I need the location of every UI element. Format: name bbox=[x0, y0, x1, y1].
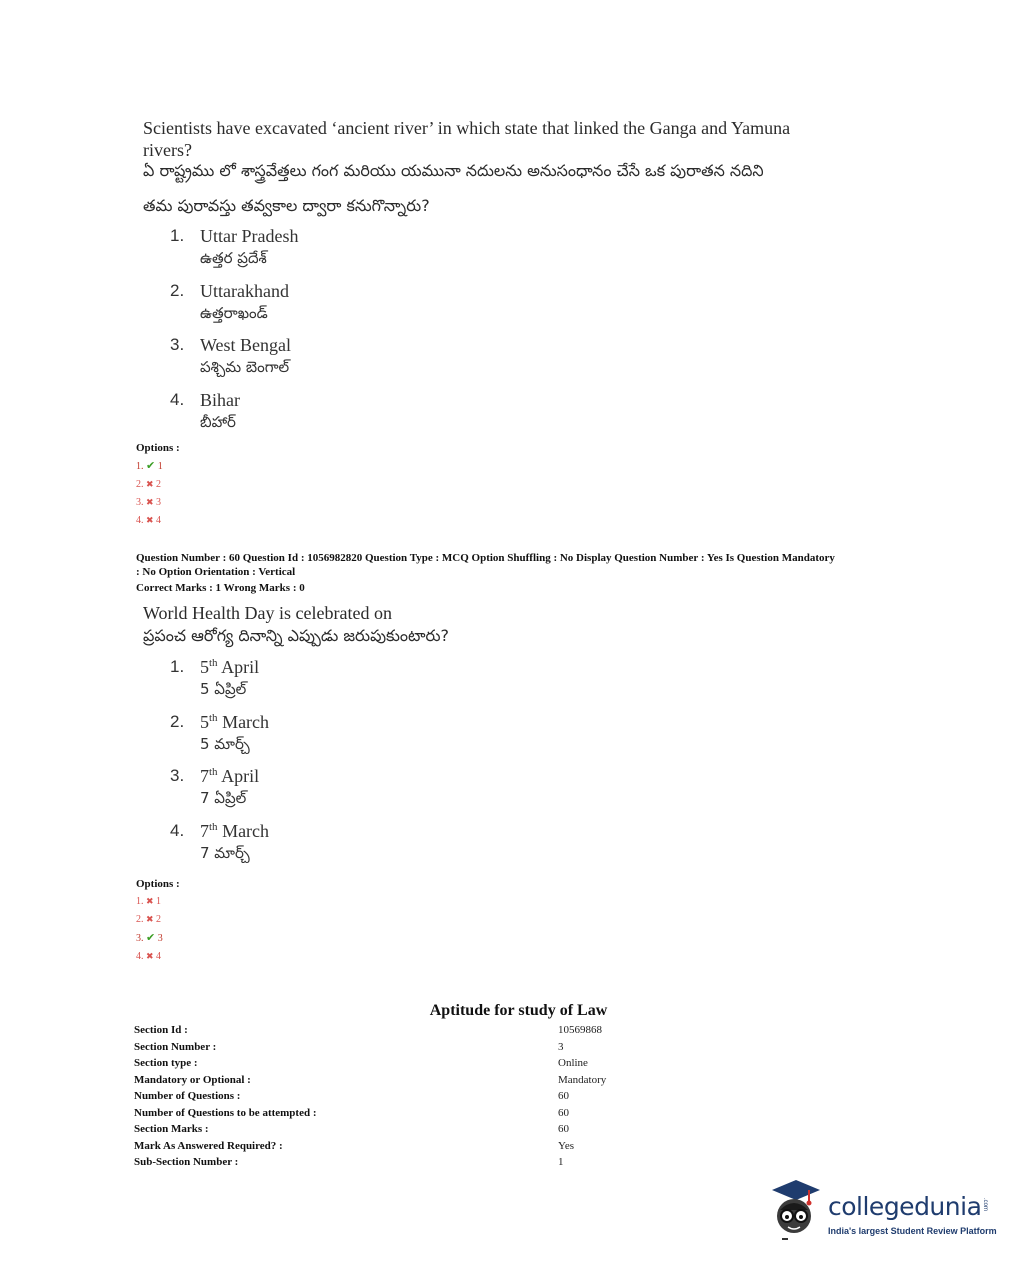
q60-options-label: Options : bbox=[136, 878, 180, 890]
option-text-en: Bihar bbox=[200, 390, 240, 410]
q60-meta-line1: Question Number : 60 Question Id : 1056982820 Question Type : MCQ Option Shuffling : No Display Question Number : Yes Is Question Mandatory bbox=[136, 552, 835, 564]
option-text-te: పశ్చిమ బెంగాల్ bbox=[200, 358, 290, 376]
row-value: 1 bbox=[558, 1156, 564, 1168]
option-text-en: 7th March bbox=[200, 821, 270, 841]
logo-wordmark: collegedunia bbox=[828, 1192, 982, 1221]
option-text-te: ఉత్తరాఖండ్ bbox=[200, 304, 268, 322]
section-info-row bbox=[134, 1041, 654, 1057]
option-text-te: ఉత్తర ప్రదేశ్ bbox=[200, 249, 267, 267]
row-value: 10569868 bbox=[558, 1024, 602, 1036]
q60-marks: Correct Marks : 1 Wrong Marks : 0 bbox=[136, 582, 305, 594]
cross-icon: ✖ bbox=[146, 516, 154, 526]
q60-meta-line2: : No Option Orientation : Vertical bbox=[136, 566, 296, 578]
option-text-en: 7th April bbox=[200, 766, 260, 786]
row-label: Section Marks : bbox=[134, 1123, 209, 1135]
option-text-en: Uttarakhand bbox=[200, 281, 289, 301]
answer-row: 3. ✖ 3 bbox=[136, 497, 162, 508]
section-info-row bbox=[134, 1123, 654, 1139]
section-info-row bbox=[134, 1074, 654, 1090]
section-info-row bbox=[134, 1107, 654, 1123]
option-number: 3. bbox=[170, 766, 185, 785]
option-text-en: 5th April bbox=[200, 657, 260, 677]
q59-answer-key bbox=[136, 457, 163, 530]
row-label: Section type : bbox=[134, 1057, 198, 1069]
row-label: Number of Questions to be attempted : bbox=[134, 1107, 317, 1119]
graduate-mascot-icon bbox=[766, 1176, 826, 1244]
option-number: 4. bbox=[170, 390, 185, 409]
check-icon: ✔ bbox=[146, 459, 156, 472]
cross-icon: ✖ bbox=[146, 498, 154, 508]
section-title: Aptitude for study of Law bbox=[429, 1002, 608, 1019]
row-value: Mandatory bbox=[558, 1074, 607, 1086]
q59-text-te-line2: తమ పురావస్తు తవ్వకాల ద్వారా కనుగొన్నారు? bbox=[143, 196, 430, 215]
answer-row: 4. ✖ 4 bbox=[136, 951, 162, 962]
option-text-te: బీహార్ bbox=[200, 413, 236, 431]
cross-icon: ✖ bbox=[146, 952, 154, 962]
q59-text-en-line2: rivers? bbox=[143, 140, 192, 160]
row-value: 60 bbox=[558, 1123, 569, 1135]
answer-row: 3. ✔ 3 bbox=[136, 931, 163, 944]
answer-row: 1. ✔ 1 bbox=[136, 459, 163, 472]
answer-row: 2. ✖ 2 bbox=[136, 479, 162, 490]
section-info-row bbox=[134, 1057, 654, 1073]
option-number: 2. bbox=[170, 712, 185, 731]
q60-text-en: World Health Day is celebrated on bbox=[143, 603, 392, 623]
row-label: Mandatory or Optional : bbox=[134, 1074, 251, 1086]
option-text-te: 5 మార్చ్ bbox=[200, 735, 250, 753]
q60-answer-key bbox=[136, 893, 163, 966]
answer-row: 1. ✖ 1 bbox=[136, 896, 162, 907]
answer-row: 4. ✖ 4 bbox=[136, 515, 162, 526]
row-value: 3 bbox=[558, 1041, 564, 1053]
row-label: Sub-Section Number : bbox=[134, 1156, 239, 1168]
option-text-en: West Bengal bbox=[200, 335, 292, 355]
row-value: Online bbox=[558, 1057, 588, 1069]
option-text-te: 7 ఏప్రిల్ bbox=[200, 789, 247, 807]
option-text-te: 5 ఏప్రిల్ bbox=[200, 680, 247, 698]
q59-text-en-line1: Scientists have excavated ‘ancient river’ in which state that linked the Ganga and Yamuna bbox=[143, 118, 791, 138]
option-number: 3. bbox=[170, 335, 185, 354]
q59-options-label: Options : bbox=[136, 442, 180, 454]
row-value: 60 bbox=[558, 1107, 569, 1119]
option-number: 1. bbox=[170, 226, 185, 245]
section-info-row bbox=[134, 1156, 654, 1172]
cross-icon: ✖ bbox=[146, 897, 154, 907]
section-info-row bbox=[134, 1024, 654, 1040]
row-label: Number of Questions : bbox=[134, 1090, 241, 1102]
logo-tagline: India's largest Student Review Platform bbox=[828, 1226, 997, 1236]
option-text-en: 5th March bbox=[200, 712, 270, 732]
option-number: 4. bbox=[170, 821, 185, 840]
answer-row: 2. ✖ 2 bbox=[136, 914, 162, 925]
section-info-row bbox=[134, 1090, 654, 1106]
option-text-te: 7 మార్చ్ bbox=[200, 844, 250, 862]
q59-text-te-line1: ఏ రాష్ట్రము లో శాస్త్రవేత్తలు గంగ మరియు యమునా నదులను అనుసంధానం చేసే ఒక పురాతన నదిని bbox=[143, 161, 764, 180]
section-info-row bbox=[134, 1140, 654, 1156]
cross-icon: ✖ bbox=[146, 480, 154, 490]
row-label: Section Number : bbox=[134, 1041, 217, 1053]
cross-icon: ✖ bbox=[146, 915, 154, 925]
check-icon: ✔ bbox=[146, 931, 156, 944]
option-number: 1. bbox=[170, 657, 185, 676]
q60-text-te: ప్రపంచ ఆరోగ్య దినాన్ని ఎప్పుడు జరుపుకుంటారు? bbox=[143, 626, 450, 645]
q60-meta bbox=[136, 551, 906, 595]
option-number: 2. bbox=[170, 281, 185, 300]
row-label: Section Id : bbox=[134, 1024, 188, 1036]
logo-domain: .com bbox=[982, 1198, 988, 1212]
row-value: Yes bbox=[558, 1140, 575, 1152]
row-label: Mark As Answered Required? : bbox=[134, 1140, 283, 1152]
collegedunia-logo[interactable] bbox=[766, 1176, 996, 1246]
row-value: 60 bbox=[558, 1090, 569, 1102]
option-text-en: Uttar Pradesh bbox=[200, 226, 299, 246]
